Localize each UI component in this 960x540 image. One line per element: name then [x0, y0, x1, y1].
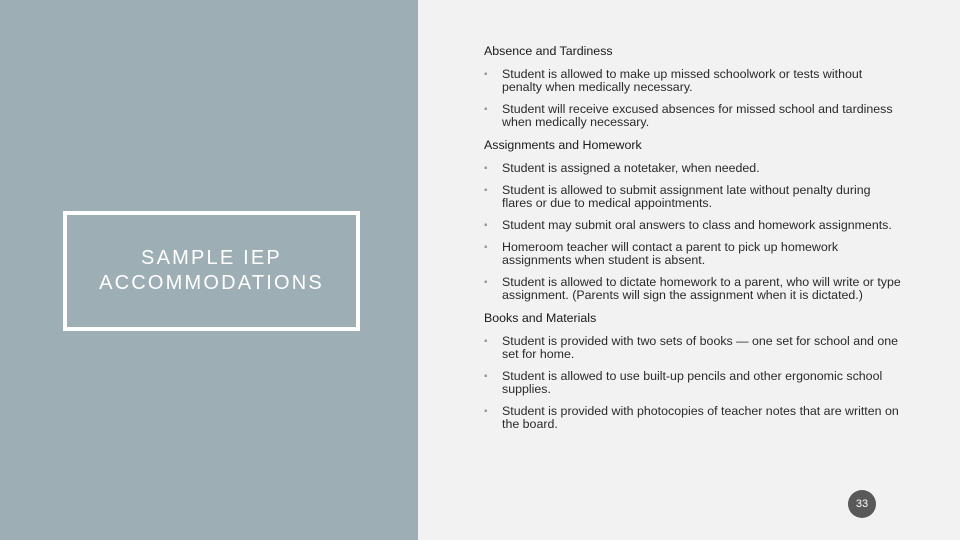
bullet-icon: ▪: [484, 104, 488, 115]
bullet-icon: ▪: [484, 220, 488, 231]
bullet-icon: ▪: [484, 185, 488, 196]
bullet-icon: ▪: [484, 277, 488, 288]
bullet-icon: ▪: [484, 69, 488, 80]
item-text: Student may submit oral answers to class and homework assignments.: [502, 218, 892, 232]
item-text: Student is assigned a notetaker, when needed.: [502, 161, 760, 175]
item-text: Student is allowed to submit assignment late without penalty during flares or due to medical appointments.: [502, 183, 871, 210]
section-heading: Absence and Tardiness: [484, 44, 613, 58]
list-item: [484, 184, 904, 210]
item-list: [484, 162, 904, 302]
section-heading: Assignments and Homework: [484, 138, 642, 152]
title-box: [63, 211, 360, 331]
item-text: Student is allowed to use built-up pencils and other ergonomic school supplies.: [502, 369, 883, 396]
list-item: [484, 103, 904, 129]
page-number-badge: 33: [848, 490, 876, 518]
item-text: Student is provided with two sets of books — one set for school and one set for home.: [502, 334, 899, 361]
section-books: [484, 311, 904, 431]
list-item: [484, 162, 904, 175]
list-item: [484, 219, 904, 232]
item-list: [484, 68, 904, 129]
right-panel: [418, 0, 960, 540]
list-item: [484, 405, 904, 431]
slide-title: SAMPLE IEP ACCOMMODATIONS: [99, 247, 324, 294]
section-assignments: [484, 138, 904, 302]
section-absence: [484, 44, 904, 129]
list-item: [484, 241, 904, 267]
item-text: Student will receive excused absences for missed school and tardiness when medically necessary.: [502, 102, 893, 129]
item-text: Student is allowed to make up missed schoolwork or tests without penalty when medically necessary.: [502, 67, 863, 94]
bullet-icon: ▪: [484, 336, 488, 347]
accommodations-content: [484, 44, 904, 440]
list-item: [484, 370, 904, 396]
list-item: [484, 68, 904, 94]
section-heading: Books and Materials: [484, 311, 597, 325]
item-list: [484, 335, 904, 431]
list-item: [484, 276, 904, 302]
bullet-icon: ▪: [484, 371, 488, 382]
bullet-icon: ▪: [484, 163, 488, 174]
bullet-icon: ▪: [484, 406, 488, 417]
item-text: Homeroom teacher will contact a parent to pick up homework assignments when student is absent.: [502, 240, 839, 267]
list-item: [484, 335, 904, 361]
item-text: Student is allowed to dictate homework to a parent, who will write or type assignment. (Parents will sign the assignment when it is dictated.): [502, 275, 901, 302]
left-panel: [0, 0, 418, 540]
item-text: Student is provided with photocopies of teacher notes that are written on the board.: [502, 404, 899, 431]
bullet-icon: ▪: [484, 242, 488, 253]
